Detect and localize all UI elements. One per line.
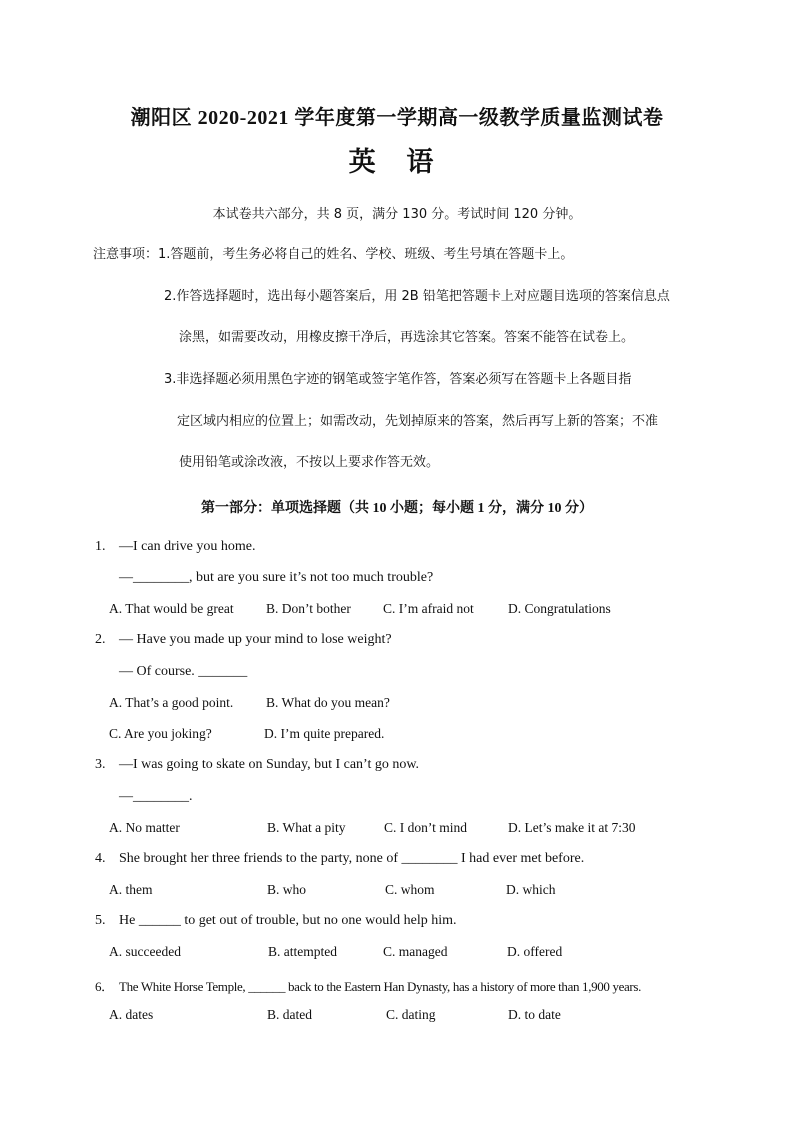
option-b: B. What a pity: [267, 820, 346, 835]
notes-item3-line2: 定区域内相应的位置上；如需改动，先划掉原来的答案，然后再写上新的答案；不准: [177, 414, 659, 429]
option-c: C. I don’t mind: [384, 820, 468, 835]
option-c: C. managed: [383, 944, 448, 959]
notes-item3-line3: 使用铅笔或涂改液，不按以上要求作答无效。: [179, 455, 440, 470]
option-b: B. Don’t bother: [266, 601, 351, 616]
subject-title: 英 语: [348, 147, 446, 177]
exam-intro: 本试卷共六部分，共 8 页，满分 130 分。考试时间 120 分钟。: [212, 207, 582, 222]
question-line: —________.: [119, 789, 193, 804]
notes-item1: [93, 243, 573, 262]
option-c: C. I’m afraid not: [383, 601, 474, 616]
option-d: D. Let’s make it at 7:30: [508, 820, 636, 835]
option-d: D. offered: [507, 944, 563, 959]
exam-title: 潮阳区 2020-2021 学年度第一学期高一级教学质量监测试卷: [130, 107, 664, 129]
question-number: 4.: [95, 851, 106, 866]
notes-item2-line2: 涂黑，如需要改动，用橡皮擦干净后，再选涂其它答案。答案不能答在试卷上。: [179, 330, 635, 345]
question-1-stem: [95, 539, 255, 555]
option-c: C. Are you joking?: [109, 726, 212, 741]
question-line: The White Horse Temple, ______ back to the Eastern Han Dynasty, has a history of more than 1,900 years.: [119, 979, 642, 994]
question-line: He ______ to get out of trouble, but no one would help him.: [119, 913, 457, 928]
option-b: B. What do you mean?: [266, 695, 390, 710]
question-line: —________, but are you sure it’s not too much trouble?: [119, 570, 434, 585]
question-3-stem: [95, 757, 419, 773]
notes-item2-line1: 2.作答选择题时，选出每小题答案后，用 2B 铅笔把答题卡上对应题目选项的答案信息点: [164, 289, 670, 304]
section1-title: 第一部分：单项选择题（共 10 小题；每小题 1 分，满分 10 分）: [201, 501, 593, 516]
option-d: D. which: [506, 882, 556, 897]
question-line: She brought her three friends to the party, none of ________ I had ever met before.: [119, 851, 585, 866]
option-b: B. dated: [267, 1007, 312, 1022]
option-b: B. who: [267, 882, 307, 897]
question-6-stem: [95, 976, 641, 995]
question-line: — Of course. _______: [119, 664, 248, 679]
option-a: A. dates: [109, 1007, 154, 1022]
question-number: 2.: [95, 632, 106, 647]
option-c: C. dating: [386, 1007, 436, 1022]
option-a: A. No matter: [109, 820, 180, 835]
question-line: —I was going to skate on Sunday, but I can’t go now.: [119, 757, 420, 772]
question-number: 3.: [95, 757, 106, 772]
question-line: —I can drive you home.: [119, 539, 256, 554]
notes-item3-line1: 3.非选择题必须用黑色字迹的钢笔或签字笔作答，答案必须写在答题卡上各题目指: [164, 372, 632, 387]
question-number: 6．: [95, 979, 114, 994]
option-d: D. I’m quite prepared.: [264, 726, 385, 741]
option-a: A. them: [109, 882, 153, 897]
option-c: C. whom: [385, 882, 435, 897]
option-a: A. That’s a good point.: [109, 695, 234, 710]
question-4-stem: [95, 851, 584, 867]
notes-item1-text: 1.答题前，考生务必将自己的姓名、学校、班级、考生号填在答题卡上。: [158, 247, 574, 262]
option-b: B. attempted: [268, 944, 337, 959]
notes-label: 注意事项：: [93, 247, 159, 262]
option-d: D. to date: [508, 1007, 561, 1022]
option-a: A. That would be great: [109, 601, 234, 616]
question-5-stem: [95, 913, 457, 929]
option-d: D. Congratulations: [508, 601, 611, 616]
question-number: 5.: [95, 913, 106, 928]
question-number: 1.: [95, 539, 106, 554]
option-a: A. succeeded: [109, 944, 181, 959]
question-2-stem: [95, 632, 392, 648]
question-line: — Have you made up your mind to lose weight?: [119, 632, 392, 647]
